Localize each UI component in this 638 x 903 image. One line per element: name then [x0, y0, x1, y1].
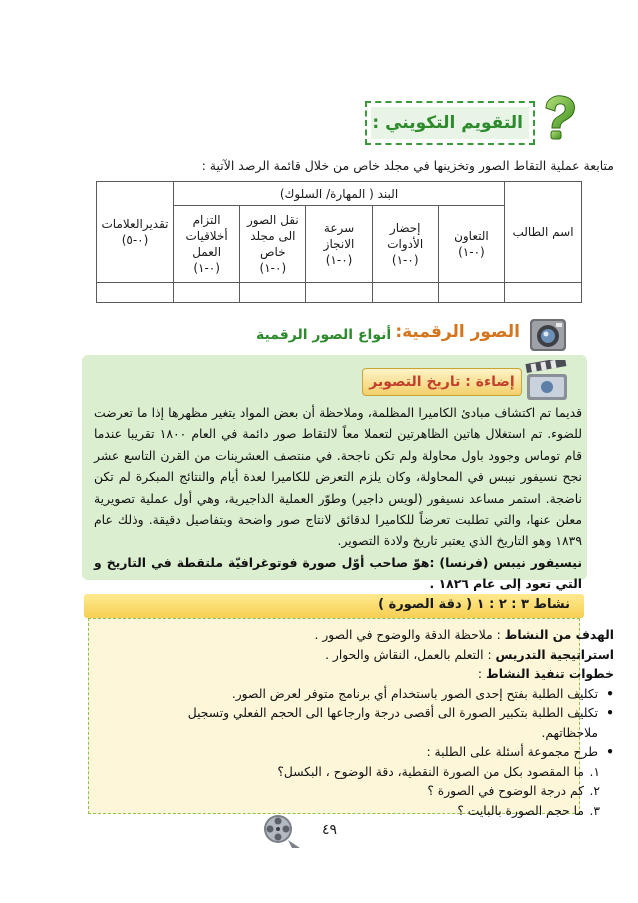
grade-label: تقديرالعلامات: [101, 216, 169, 231]
question-mark-icon: [538, 94, 578, 140]
question-item: ١. ما المقصود بكل من الصورة النقطية، دقة الوضوح ، البكسل؟: [277, 764, 600, 779]
question-item: ٣. ما حجم الصورة بالبايت ؟: [457, 803, 600, 818]
checklist-table: [96, 181, 582, 303]
criterion-cell: إحضار الأدوات (٠-١): [372, 206, 438, 283]
criterion-cell: التزام أخلاقيات العمل (٠-١): [174, 206, 240, 283]
list-item: • تكليف الطلبة بتكبير الصورة الى أقصى درجة وارجاعها الى الحجم الفعلي وتسجيل ملاحظاتهم.: [187, 706, 614, 740]
student-name-header: اسم الطالب: [505, 182, 582, 283]
intro-text: متابعة عملية التقاط الصور وتخزينها في مجلد خاص من خلال قائمة الرصد الآتية :: [201, 158, 614, 173]
history-highlight: نيسيفور نيبس (فرنسا) :هوّ صاحب أوّل صورة فوتوغرافيّة ملتقطة في التاريخ و التي تعود إلى عام ١٨٢٦ .: [94, 554, 582, 592]
activity-header: [84, 594, 584, 618]
activity-goal: الهدف من النشاط : ملاحظة الدقة والوضوح في الصور .: [314, 628, 614, 642]
list-item: • تكليف الطلبة بفتح إحدى الصور باستخدام أي برنامج متوفر لعرض الصور.: [231, 686, 614, 701]
history-badge-title: إضاءة : تاريخ التصوير: [369, 374, 515, 390]
camera-icon: [528, 316, 568, 354]
page-number: ٤٩: [322, 822, 338, 838]
table-row: [97, 282, 582, 302]
film-clapper-icon: [523, 360, 571, 402]
activity-strategy: استراتيجية التدريس : التعلم بالعمل، النقاش والحوار .: [325, 647, 614, 662]
film-reel-icon: [262, 812, 302, 850]
criterion-cell: نقل الصور الى مجلد خاص (٠-١): [240, 206, 306, 283]
activity-body: [134, 626, 614, 821]
formative-assessment-title: التقويم التكويني :: [372, 113, 523, 133]
grade-score: (٠-٥): [121, 232, 149, 247]
activity-steps-label: خطوات تنفيذ النشاط :: [477, 667, 614, 681]
criterion-cell: سرعة الانجاز (٠-١): [306, 206, 372, 283]
grade-header: [97, 182, 174, 283]
criterion-cell: التعاون (٠-١): [438, 206, 504, 283]
list-item: • طرح مجموعة أسئلة على الطلبة :: [426, 745, 614, 759]
digital-images-title: الصور الرقمية:: [395, 322, 520, 342]
activity-title: نشاط ٣ : ٢ : ١ ( دقة الصورة ): [378, 597, 570, 612]
criteria-band-header: البند ( المهارة/ السلوك): [174, 182, 505, 206]
question-item: ٢. كم درجة الوضوح في الصورة ؟: [427, 784, 600, 798]
history-body: [94, 402, 582, 595]
formative-assessment-box: [365, 101, 535, 145]
history-badge: [362, 368, 522, 396]
history-paragraph: قديما تم اكتشاف مبادئ الكاميرا المظلمة، وملاحظة أن بعض المواد يتغير مظهرها إذا ما تعرضت للضوء. تم استغلال هاتين الظاهرتين لتعملا معاً لالتقاط صور دائمة في العام ١٨٠٠ تقريبا عندما قام توماس وجوود باول محاولة ولم تكن ناجحة. في منتصف العشرينات من القرن التاسع عشر نجح نسيفور نيبس في المحاولة، وكان يلزم التعرض للكاميرا لعدة أيام والنتائج المبكرة لم تكن ناضجة. استمر مساعد نسيفور (لويس داجير) وطوّر العملية الداجيرية، وهي أول عملية تصويرية معلن عنها، والتي تطلبت تعرضاً للكاميرا لدقائق لانتاج صور واضحة وبتفاصيل دقيقة. وذلك عام ١٨٣٩ وهو التاريخ الذي يعتبر تاريخ ولادة التصوير.: [94, 405, 582, 549]
digital-images-subtitle: أنواع الصور الرقمية: [256, 327, 392, 343]
